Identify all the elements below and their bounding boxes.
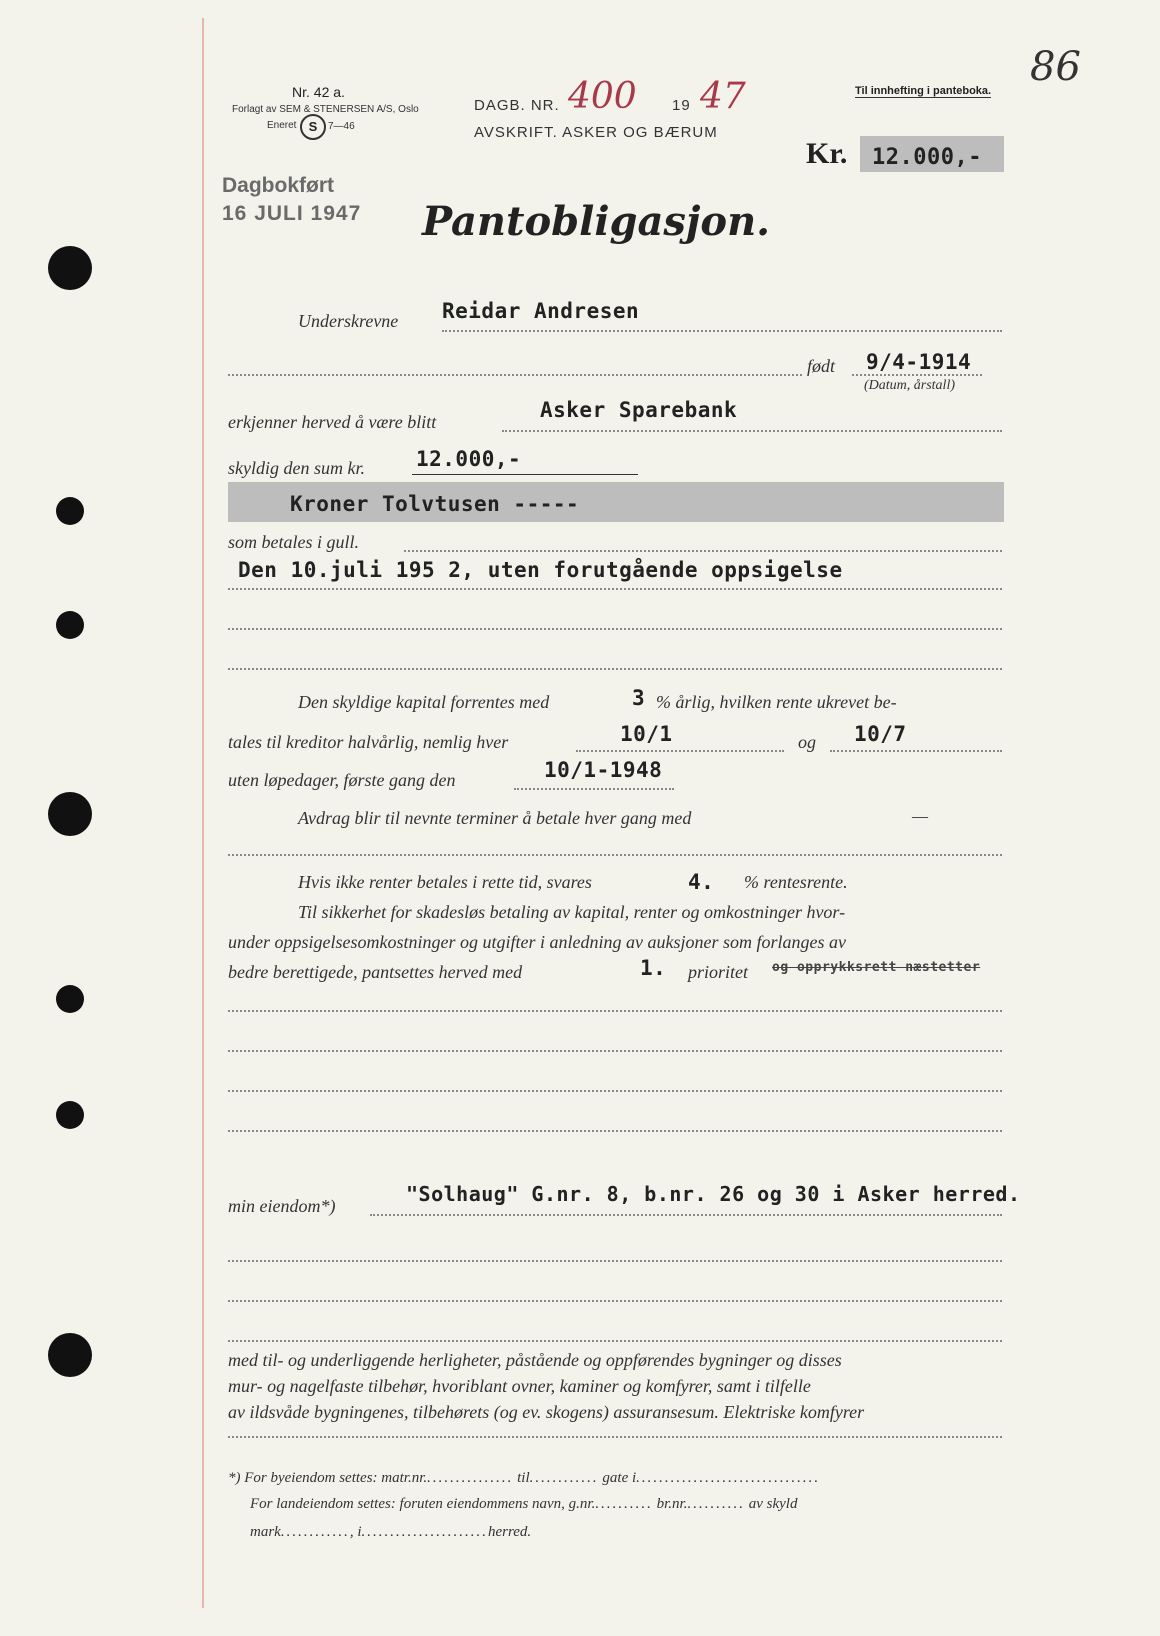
eiendom-label: min eiendom*) xyxy=(228,1196,336,1216)
punch-hole xyxy=(48,246,92,290)
words-value: Kroner Tolvtusen ----- xyxy=(290,492,580,516)
punch-hole xyxy=(56,497,84,525)
herlig-line1: med til- og underliggende herligheter, påstående og oppførendes bygninger og disses xyxy=(228,1350,842,1370)
footnote-f2c: av skyld xyxy=(748,1496,798,1512)
footnote-f3a: mark xyxy=(250,1524,281,1540)
eiendom-line xyxy=(370,1214,1002,1216)
forrentes-label: Den skyldige kapital forrentes med xyxy=(298,692,550,712)
first-line xyxy=(514,788,674,790)
date1-line xyxy=(576,750,784,752)
blank-line xyxy=(228,1340,1002,1342)
date1-value: 10/1 xyxy=(620,722,673,746)
fodt-line-left xyxy=(228,374,802,376)
sum-value: 12.000,- xyxy=(416,447,522,471)
sum-line xyxy=(412,474,638,475)
gull-label: som betales i gull. xyxy=(228,532,359,552)
year-prefix: 19 xyxy=(672,97,691,114)
footnote-mark: mark............, i......................herred. xyxy=(250,1524,532,1540)
kr-value: 12.000,- xyxy=(872,145,982,170)
due-value: Den 10.juli 195 2, uten forutgående oppsigelse xyxy=(238,558,843,582)
erkjenner-label: erkjenner herved å være blitt xyxy=(228,412,437,432)
gull-line xyxy=(404,550,1002,552)
innhefting-label: Til innhefting i panteboka. xyxy=(855,85,992,97)
due-line xyxy=(228,588,1002,590)
creditor-value: Asker Sparebank xyxy=(540,398,738,422)
first-value: 10/1-1948 xyxy=(544,758,663,782)
herlig-line2: mur- og nagelfaste tilbehør, hvoriblant ovner, kaminer og komfyrer, samt i tilfelle xyxy=(228,1376,811,1396)
fodt-label: født xyxy=(807,356,836,376)
document-title: Pantobligasjon. xyxy=(422,198,771,245)
avskrift-label: AVSKRIFT. ASKER OG BÆRUM xyxy=(474,124,718,141)
punch-hole xyxy=(56,985,84,1013)
footnote-byeiendom: *) For byeiendom settes: matr.nr................ til............ gate i................................ xyxy=(228,1470,821,1486)
dagbokfort-stamp xyxy=(222,172,361,228)
rentesrente-label: % rentesrente. xyxy=(744,872,848,892)
underskrevne-label: Underskrevne xyxy=(298,311,399,331)
rate-value: 3 xyxy=(632,686,646,710)
og-label: og xyxy=(798,732,816,752)
herlig-line3: av ildsvåde bygningenes, tilbehørets (og ev. skogens) assuransesum. Elektriske komfyrer xyxy=(228,1402,865,1422)
dagb-label: DAGB. NR. xyxy=(474,97,560,114)
bedre-label: bedre berettigede, pantsettes herved med xyxy=(228,962,523,982)
footnote-f2b: br.nr. xyxy=(656,1496,688,1512)
margin-line xyxy=(202,18,204,1608)
page-mark: 86 xyxy=(1030,44,1081,90)
blank-line xyxy=(228,1050,1002,1052)
eiendom-value: "Solhaug" G.nr. 8, b.nr. 26 og 30 i Asker herred. xyxy=(406,1182,1021,1206)
punch-hole xyxy=(48,1333,92,1377)
form-number: Nr. 42 a. xyxy=(292,84,345,100)
fodt-value: 9/4-1914 xyxy=(866,350,972,374)
date2-line xyxy=(830,750,1002,752)
blank-line xyxy=(228,1300,1002,1302)
sikkerhet-line2: under oppsigelsesomkostninger og utgifter i anledning av auksjoner som forlanges av xyxy=(228,932,846,952)
punch-hole xyxy=(48,792,92,836)
prioritet-value: 1. xyxy=(640,956,667,980)
blank-line xyxy=(228,1130,1002,1132)
footnote-f2a: For landeiendom settes: foruten eiendommens navn, g.nr. xyxy=(250,1496,596,1512)
footnote-f3b: , i xyxy=(349,1524,362,1540)
publisher: Forlagt av SEM & STENERSEN A/S, Oslo xyxy=(232,104,419,115)
datum-label: (Datum, årstall) xyxy=(864,378,955,393)
dagb-value: 400 xyxy=(568,76,637,117)
stamp-line1: Dagbokført xyxy=(222,174,334,197)
avdrag-value: — xyxy=(912,806,929,826)
footnote-landeiendom: For landeiendom settes: foruten eiendommens navn, g.nr........... br.nr........... av skyld xyxy=(250,1496,798,1512)
year-value: 47 xyxy=(700,76,746,117)
avdrag-label: Avdrag blir til nevnte terminer å betale hver gang med xyxy=(298,808,692,828)
skyldig-label: skyldig den sum kr. xyxy=(228,458,365,478)
footnote-f1c: gate i xyxy=(602,1470,637,1486)
blank-line xyxy=(228,1436,1002,1438)
tales-label: tales til kreditor halvårlig, nemlig hver xyxy=(228,732,509,752)
edition: 7—46 xyxy=(328,121,355,132)
underskrevne-value: Reidar Andresen xyxy=(442,299,640,323)
rentes-value: 4. xyxy=(688,870,715,894)
date2-value: 10/7 xyxy=(854,722,907,746)
blank-line xyxy=(228,668,1002,670)
blank-line xyxy=(228,1090,1002,1092)
footnote-f1b: til xyxy=(517,1470,530,1486)
footnote-f1a: *) For byeiendom settes: matr.nr. xyxy=(228,1470,428,1486)
footnote-f3c: herred. xyxy=(488,1524,532,1540)
blank-line xyxy=(228,628,1002,630)
publisher-logo: S xyxy=(300,114,326,140)
eneret: Eneret xyxy=(267,120,297,131)
stamp-line2: 16 JULI 1947 xyxy=(222,202,362,225)
prioritet-label: prioritet xyxy=(688,962,749,982)
hvis-label: Hvis ikke renter betales i rette tid, svares xyxy=(298,872,592,892)
creditor-line xyxy=(502,430,1002,432)
lopedager-label: uten løpedager, første gang den xyxy=(228,770,456,790)
struck-text: og opprykksrett næstetter xyxy=(772,960,981,975)
arlig-label: % årlig, hvilken rente ukrevet be- xyxy=(656,692,897,712)
punch-hole xyxy=(56,1101,84,1129)
avdrag-line xyxy=(228,854,1002,856)
blank-line xyxy=(228,1010,1002,1012)
underskrevne-line xyxy=(442,330,1002,332)
fodt-line xyxy=(852,374,982,376)
punch-hole xyxy=(56,611,84,639)
blank-line xyxy=(228,1260,1002,1262)
sikkerhet-line1: Til sikkerhet for skadesløs betaling av kapital, renter og omkostninger hvor- xyxy=(298,902,846,922)
kr-label: Kr. xyxy=(806,137,848,170)
